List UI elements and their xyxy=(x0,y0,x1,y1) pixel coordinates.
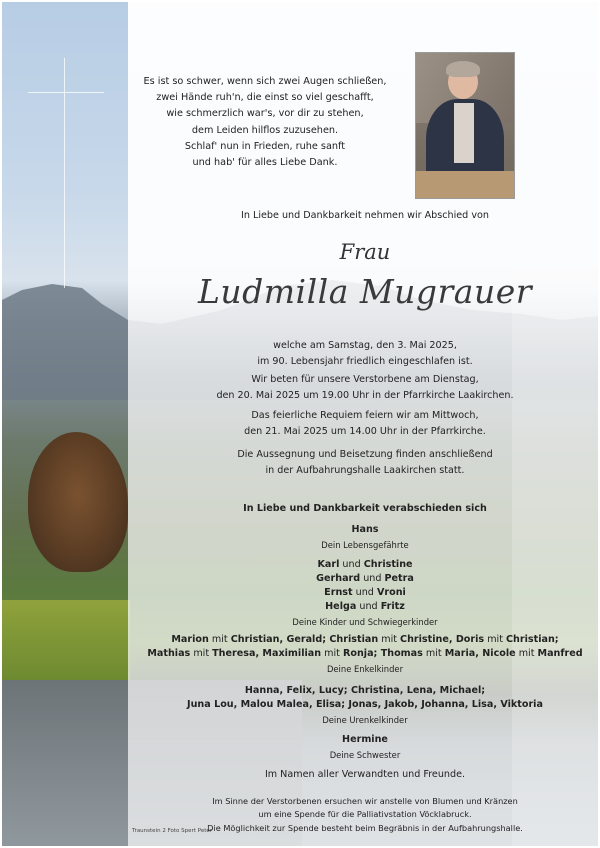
poem xyxy=(130,74,400,171)
poem-line: und hab' für alles Liebe Dank. xyxy=(192,157,338,169)
great-grandchildren-line: Juna Lou, Malou Malea, Elisa; Jonas, Jakob, Johanna, Lisa, Viktoria xyxy=(187,699,543,710)
donation-line: Die Möglichkeit zur Spende besteht beim Begräbnis in der Aufbahrungshalle. xyxy=(207,822,523,833)
children-line: Karl und Christine xyxy=(317,559,413,570)
husband-role: Dein Lebensgefährte xyxy=(321,540,409,550)
children-line: Gerhard und Petra xyxy=(316,573,414,584)
salutation: Frau xyxy=(339,240,391,264)
poem-line: Es ist so schwer, wenn sich zwei Augen schließen, xyxy=(143,76,387,87)
requiem-line: Das feierliche Requiem feiern wir am Mittwoch, xyxy=(251,410,479,421)
husband-name: Hans xyxy=(351,524,379,535)
requiem-notice xyxy=(130,408,600,439)
sister-name: Hermine xyxy=(342,734,388,745)
burial-notice xyxy=(130,447,600,478)
great-grandchildren-block xyxy=(130,684,600,727)
farewell-heading: In Liebe und Dankbarkeit verabschieden sich xyxy=(243,503,487,514)
cross-icon xyxy=(28,58,104,288)
burial-line: Die Aussegnung und Beisetzung finden anschließend xyxy=(237,449,493,460)
prayer-line: den 20. Mai 2025 um 19.00 Uhr in der Pfarrkirche Laakirchen. xyxy=(216,389,514,401)
great-grandchildren-role: Deine Urenkelkinder xyxy=(322,715,408,725)
autumn-tree xyxy=(28,432,128,572)
grandchildren-line: Mathias mit Theresa, Maximilian mit Ronja; Thomas mit Maria, Nicole mit Manfred xyxy=(147,648,583,659)
grandchildren-role: Deine Enkelkinder xyxy=(326,664,404,674)
poem-line: Schlaf' nun in Frieden, ruhe sanft xyxy=(184,140,346,152)
meadow xyxy=(2,600,130,680)
children-block xyxy=(130,558,600,629)
poem-line: zwei Hände ruh'n, die einst so viel geschafft, xyxy=(156,92,374,104)
children-line: Helga und Fritz xyxy=(325,601,405,612)
husband-block xyxy=(130,523,600,552)
death-line: im 90. Lebensjahr friedlich eingeschlafen ist. xyxy=(257,355,473,367)
closing-line: Im Namen aller Verwandten und Freunde. xyxy=(264,769,466,780)
death-notice xyxy=(130,338,600,369)
great-grandchildren-line: Hanna, Felix, Lucy; Christina, Lena, Michael; xyxy=(244,685,486,696)
photo-credit: Traunstein 2 Foto Spert Peter xyxy=(132,828,213,834)
sister-role: Deine Schwester xyxy=(329,750,401,760)
children-line: Ernst und Vroni xyxy=(324,587,406,598)
requiem-line: den 21. Mai 2025 um 14.00 Uhr in der Pfarrkirche. xyxy=(244,425,486,437)
prayer-notice xyxy=(130,372,600,403)
death-line: welche am Samstag, den 3. Mai 2025, xyxy=(273,340,457,351)
donation-line: Im Sinne der Verstorbenen ersuchen wir anstelle von Blumen und Kränzen xyxy=(212,796,518,806)
donation-line: um eine Spende für die Palliativstation Vöcklabruck. xyxy=(258,809,472,820)
poem-line: wie schmerzlich war's, vor dir zu stehen, xyxy=(166,108,364,120)
content xyxy=(130,0,600,848)
grandchildren-block xyxy=(130,633,600,676)
grandchildren-line: Marion mit Christian, Gerald; Christian mit Christine, Doris mit Christian; xyxy=(171,634,559,645)
prayer-line: Wir beten für unsere Verstorbene am Dienstag, xyxy=(251,374,479,385)
poem-line: dem Leiden hilflos zuzusehen. xyxy=(191,124,339,136)
burial-line: in der Aufbahrungshalle Laakirchen statt. xyxy=(265,464,465,476)
intro-text: In Liebe und Dankbarkeit nehmen wir Abschied von xyxy=(241,210,489,221)
portrait-photo xyxy=(415,52,515,199)
deceased-name: Ludmilla Mugrauer xyxy=(197,272,533,311)
children-role: Deine Kinder und Schwiegerkinder xyxy=(292,617,438,627)
sister-block xyxy=(130,733,600,762)
